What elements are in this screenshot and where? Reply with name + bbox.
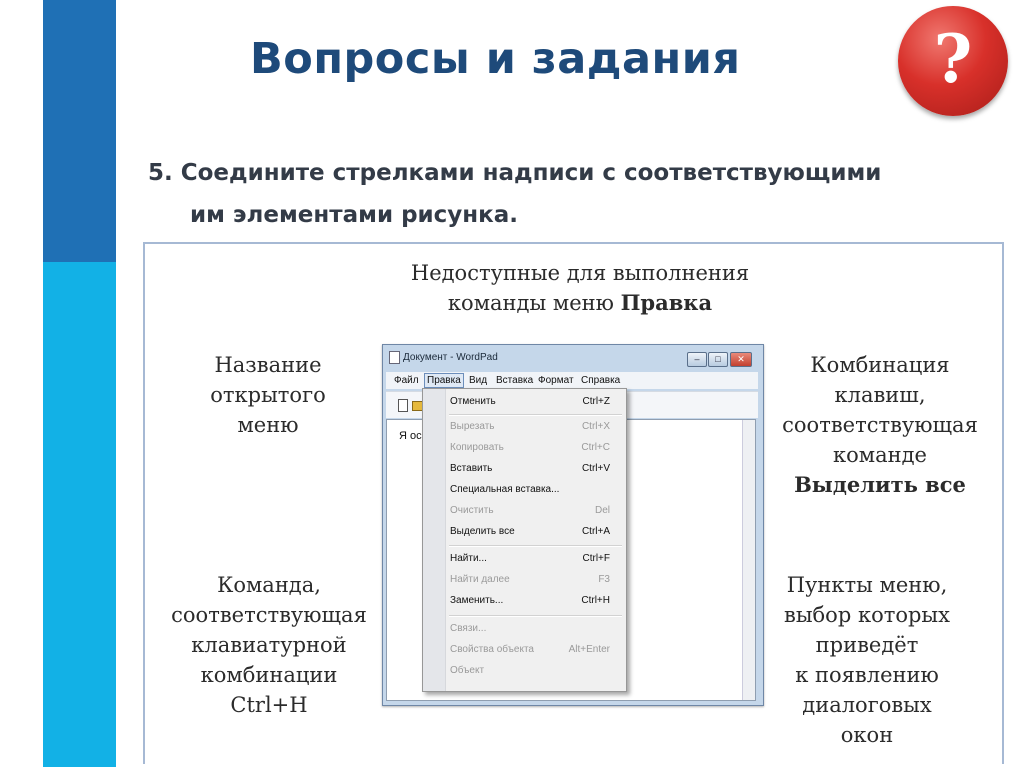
menu-item-shortcut: Ctrl+V: [581, 463, 610, 474]
vertical-scrollbar[interactable]: [742, 420, 755, 700]
menu-item-label: Очистить: [450, 505, 494, 516]
label-bold-text: Выделить все: [794, 472, 966, 497]
menu-item-shortcut: Ctrl+H: [581, 595, 610, 606]
menu-item-label: Отменить: [450, 396, 496, 407]
question-mark-icon: ?: [933, 20, 973, 98]
task-text: [148, 152, 978, 236]
minimize-button[interactable]: –: [687, 352, 707, 367]
question-badge: [898, 6, 1008, 116]
label-line: Пункты меню,: [786, 573, 948, 597]
document-icon: [389, 351, 400, 364]
label-line: Команда,: [217, 573, 321, 597]
menu-item-shortcut: Ctrl+C: [581, 442, 610, 453]
menu-edit[interactable]: Правка: [424, 373, 464, 388]
menu-item-object[interactable]: [450, 662, 610, 680]
label-dialog-menu-items: [766, 570, 968, 750]
sidebar-accent-dark: [43, 0, 116, 262]
menu-insert[interactable]: Вставка: [496, 375, 534, 386]
label-text: команды меню: [447, 291, 621, 315]
label-line: к появлению: [795, 663, 939, 687]
maximize-button[interactable]: □: [708, 352, 728, 367]
menu-item-clear[interactable]: [450, 502, 610, 520]
menu-item-label: Объект: [450, 665, 485, 676]
menu-item-label: Выделить все: [450, 526, 515, 537]
slide-title: Вопросы и задания: [250, 34, 741, 84]
menu-item-label: Связи...: [450, 623, 487, 634]
menu-item-shortcut: Alt+Enter: [568, 644, 610, 655]
menu-format[interactable]: Формат: [538, 375, 574, 386]
label-line: Название: [214, 353, 322, 377]
menu-help[interactable]: Справка: [581, 375, 621, 386]
menu-bar: [386, 372, 758, 389]
menu-item-shortcut: Del: [594, 505, 610, 516]
edit-menu-dropdown: [422, 388, 627, 692]
menu-item-shortcut: Ctrl+F: [582, 553, 610, 564]
task-line-1: 5. Соедините стрелками надписи с соответствующими: [148, 160, 882, 186]
label-line: открытого: [210, 383, 326, 407]
menu-file[interactable]: Файл: [394, 375, 419, 386]
menu-item-shortcut: Ctrl+A: [581, 526, 610, 537]
label-line: выбор которых: [784, 603, 950, 627]
label-line: диалоговых: [802, 693, 932, 717]
menu-item-label: Вырезать: [450, 421, 495, 432]
menu-item-find-next[interactable]: [450, 571, 610, 589]
window-title: Документ - WordPad: [403, 352, 498, 363]
label-bold-text: Правка: [620, 290, 713, 315]
label-unavailable-commands: [330, 258, 830, 318]
menu-item-paste-special[interactable]: [450, 481, 610, 499]
menu-item-label: Копировать: [450, 442, 504, 453]
menu-item-label: Заменить...: [450, 595, 504, 606]
menu-separator: [449, 615, 622, 617]
label-line: соответствующая: [782, 413, 978, 437]
menu-view[interactable]: Вид: [469, 375, 488, 386]
label-line: [330, 288, 830, 318]
label-ctrl-h-command: [150, 570, 388, 720]
menu-item-undo[interactable]: [450, 393, 610, 411]
new-document-icon[interactable]: [398, 399, 408, 412]
label-line: приведёт: [815, 633, 919, 657]
menu-item-shortcut: F3: [598, 574, 610, 585]
label-line: комбинации: [200, 663, 338, 687]
menu-separator: [449, 414, 622, 416]
menu-item-copy[interactable]: [450, 439, 610, 457]
label-line: меню: [237, 413, 299, 437]
sidebar-accent-light: [43, 262, 116, 767]
menu-separator: [449, 545, 622, 547]
menu-item-shortcut: Ctrl+X: [581, 421, 610, 432]
label-open-menu-name: [168, 350, 368, 440]
menu-item-cut[interactable]: [450, 418, 610, 436]
label-line: [764, 470, 996, 500]
label-line: клавиш,: [834, 383, 926, 407]
label-line: команде: [833, 443, 927, 467]
dropdown-icon-strip: [423, 389, 446, 691]
menu-item-object-properties[interactable]: [450, 641, 610, 659]
label-select-all-shortcut: [764, 350, 996, 500]
menu-item-shortcut: Ctrl+Z: [582, 396, 610, 407]
menu-item-paste[interactable]: [450, 460, 610, 478]
label-line: соответствующая: [171, 603, 367, 627]
menu-item-label: Найти далее: [450, 574, 510, 585]
task-line-2: им элементами рисунка.: [190, 202, 519, 228]
label-line: Недоступные для выполнения: [410, 261, 750, 285]
label-line: клавиатурной: [191, 633, 347, 657]
menu-item-label: Вставить: [450, 463, 493, 474]
label-line: Комбинация: [810, 353, 950, 377]
menu-item-label: Специальная вставка...: [450, 484, 560, 495]
menu-item-replace[interactable]: [450, 592, 610, 610]
close-button[interactable]: ✕: [730, 352, 752, 367]
label-line: Ctrl+H: [230, 693, 308, 717]
document-text: Я ос: [399, 430, 422, 442]
menu-item-label: Свойства объекта: [450, 644, 534, 655]
menu-item-links[interactable]: [450, 620, 610, 638]
menu-item-label: Найти...: [450, 553, 487, 564]
label-line: окон: [840, 723, 894, 747]
wordpad-window: [382, 344, 764, 706]
menu-item-find[interactable]: [450, 550, 610, 568]
menu-item-select-all[interactable]: [450, 523, 610, 541]
